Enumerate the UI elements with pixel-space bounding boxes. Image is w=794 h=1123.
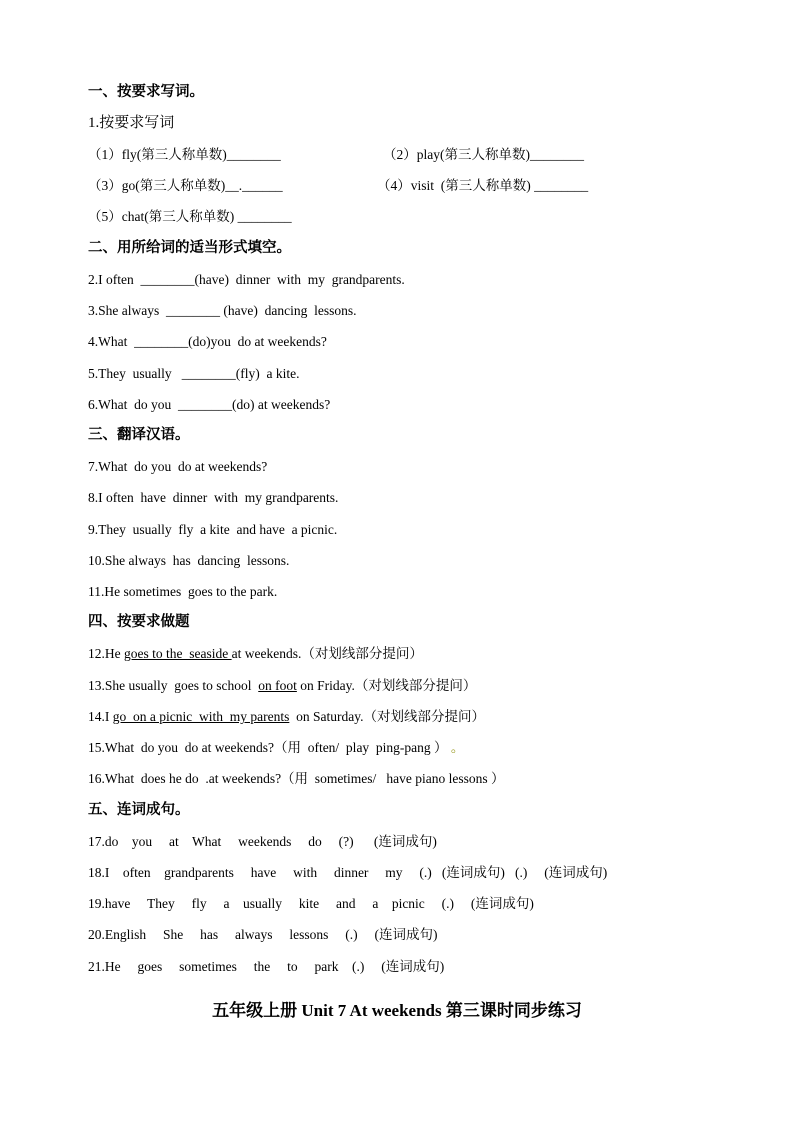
question-18: 18.I often grandparents have with dinner my (.) (连词成句) (.) (连词成句)	[88, 865, 608, 880]
question-9: 9.They usually fly a kite and have a picnic.	[88, 522, 338, 537]
question-8: 8.I often have dinner with my grandparents.	[88, 490, 339, 505]
page-title: 五年级上册 Unit 7 At weekends 第三课时同步练习	[212, 1001, 582, 1020]
item-1-4: （4）visit (第三人称单数) ________	[377, 178, 589, 193]
question-10: 10.She always has dancing lessons.	[88, 553, 290, 568]
item-1-2: （2）play(第三人称单数)________	[383, 147, 584, 162]
item-1-3: （3）go(第三人称单数)__.______	[88, 178, 283, 193]
question-12: 12.He goes to the seaside at weekends.（对划线部分提问）	[88, 646, 423, 661]
section-4-heading: 四、按要求做题	[88, 614, 190, 630]
question-15: 15.What do you do at weekends?（用 often/ play ping-pang ） 。	[88, 740, 465, 755]
question-6: 6.What do you ________(do) at weekends?	[88, 397, 331, 412]
question-2: 2.I often ________(have) dinner with my grandparents.	[88, 272, 405, 287]
item-1-1: （1）fly(第三人称单数)________	[88, 147, 281, 162]
question-4: 4.What ________(do)you do at weekends?	[88, 334, 327, 349]
question-11: 11.He sometimes goes to the park.	[88, 584, 278, 599]
section-1-heading: 一、按要求写词。	[88, 84, 204, 100]
question-21: 21.He goes sometimes the to park (.) (连词成句)	[88, 959, 445, 974]
question-16: 16.What does he do .at weekends?（用 sometimes/ have piano lessons ）	[88, 771, 505, 786]
question-3: 3.She always ________ (have) dancing lessons.	[88, 303, 357, 318]
question-14: 14.I go on a picnic with my parents on Saturday.（对划线部分提问）	[88, 709, 485, 724]
question-17: 17.do you at What weekends do (?) (连词成句)	[88, 834, 437, 849]
part1-heading: 1.按要求写词	[88, 115, 175, 131]
question-20: 20.English She has always lessons (.) (连词成句)	[88, 927, 438, 942]
question-13: 13.She usually goes to school on foot on Friday.（对划线部分提问）	[88, 678, 477, 693]
section-3-heading: 三、翻译汉语。	[88, 427, 190, 443]
question-5: 5.They usually ________(fly) a kite.	[88, 366, 300, 381]
section-5-heading: 五、连词成句。	[88, 802, 190, 818]
question-19: 19.have They fly a usually kite and a picnic (.) (连词成句)	[88, 896, 534, 911]
question-7: 7.What do you do at weekends?	[88, 459, 268, 474]
section-2-heading: 二、用所给词的适当形式填空。	[88, 240, 291, 256]
item-1-5: （5）chat(第三人称单数) ________	[88, 209, 292, 224]
